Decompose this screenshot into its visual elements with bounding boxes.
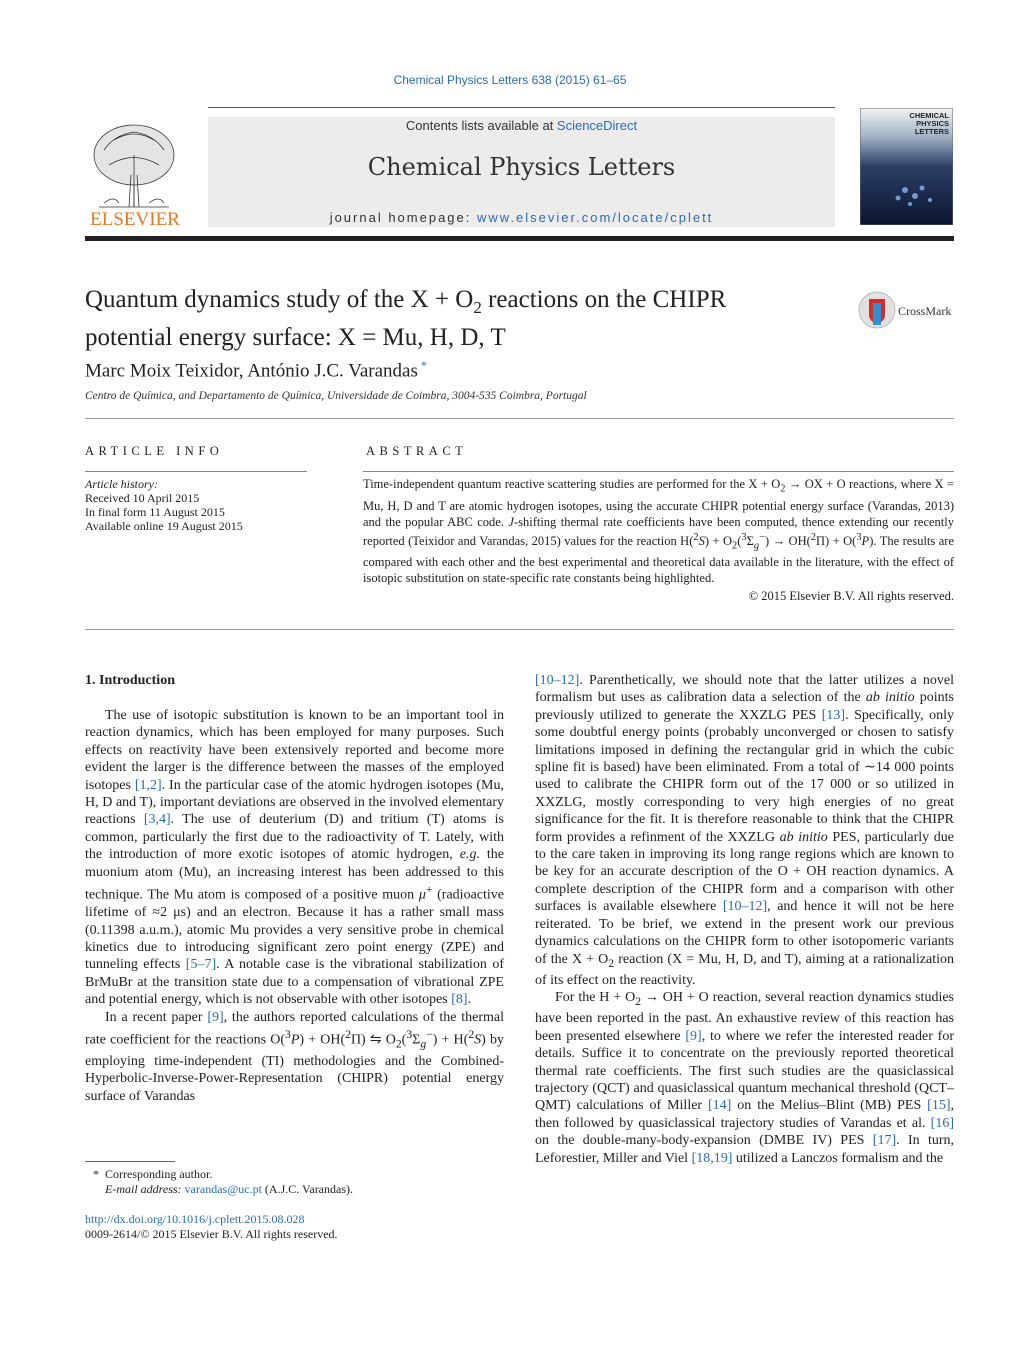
- email-suffix: (A.J.C. Varandas).: [261, 1182, 354, 1196]
- article-history: [85, 477, 243, 533]
- section-heading-introduction: 1. Introduction: [85, 673, 175, 688]
- footnote: [85, 1167, 353, 1197]
- homepage-link[interactable]: www.elsevier.com/locate/cplett: [477, 210, 714, 225]
- email-label: E-mail address:: [105, 1182, 185, 1196]
- journal-cover-thumbnail[interactable]: [860, 108, 953, 225]
- crossmark-badge[interactable]: [858, 291, 958, 331]
- abstract-bottom-rule: [85, 629, 954, 630]
- paragraph: In a recent paper [9], the authors reported calculations of the thermal rate coefficient for the reactions O($^3$P) + OH($^2$Π) ⇋ $O_2(^3\Sigma_g^-) + H(^2S)$ by employing time-independent (TI) methodologies and the Combined-Hyperbolic-Inverse-Power-Representation (CHIPR) potential energy surface of Varandas: [85, 1009, 504, 1104]
- header-top-rule: [208, 107, 835, 108]
- body-column-right: [535, 672, 954, 1167]
- corresponding-text: Corresponding author.: [105, 1167, 213, 1181]
- publisher-logo-text: ELSEVIER: [90, 209, 180, 230]
- received-date: Received 10 April 2015: [85, 491, 200, 505]
- elsevier-tree-icon: [84, 115, 186, 230]
- sciencedirect-link[interactable]: ScienceDirect: [556, 118, 638, 133]
- email-link[interactable]: varandas@uc.pt: [184, 1182, 262, 1196]
- journal-reference[interactable]: Chemical Physics Letters 638 (2015) 61–65: [393, 73, 627, 87]
- affiliation: Centro de Química, and Departamento de Química, Universidade de Coimbra, 3004-535 Coimbra, Portugal: [85, 390, 587, 402]
- paragraph: [10–12]. Parenthetically, we should note that the latter utilizes a novel formalism but uses as calibration data a selection of the ab initio points previously utilized to generate the XXZLG PES [13]. Specifically, only some doubtful energy points (probably unconverged or chosen to satisfy limitations imposed in defining the rectangular grid in which the cubic spline fit is based) have been eliminated. From a total of ∼14 000 points used to calibrate the CHIPR form out of the 17 000 or so utilized in XXZLG, mostly corresponding to very high energies of no great significance for the fit. It is therefore reasonable to think that the CHIPR form provides a refinment of the XXZLG ab initio PES, particularly due to the care taken in improving its long range regions which are known to be key for an accurate description of the O + OH reaction dynamics. A complete description of the CHIPR form and a comparison with other surfaces is available elsewhere [10–12], and hence it will not be here reiterated. To be brief, we extend in the present work our previous dynamics calculations on the CHIPR form to other isotopomeric variants of the $X + O_2$ reaction (X = Mu, H, D, and T), aiming at a rationalization of its effect on the reactivity.: [535, 673, 954, 988]
- abstract-rule: [363, 471, 954, 472]
- abstract-text: Time-independent quantum reactive scattering studies are performed for the $X + O_2$ → OX + O reactions, where X = Mu, H, D and T are atomic hydrogen isotopes, using the accurate CHIPR potential energy surface (Varandas, 2013) and the popular ABC code. J-shifting thermal rate coefficients have been computed, thence extending our recently reported (Teixidor and Varandas, 2015) values for the reaction $H(^2S) + O_2(^3\Sigma_g^-) \to OH(^2\Pi) + O(^3P)$. The results are compared with each other and the best experimental and theoretical data available in the literature, with the effect of isotopic substitution on state-specific rate constants being highlighted.: [363, 477, 954, 586]
- body-column-left: [85, 707, 504, 1105]
- corresponding-author-mark[interactable]: *: [420, 358, 427, 372]
- journal-name: Chemical Physics Letters: [367, 153, 676, 181]
- crossmark-icon: [858, 291, 958, 331]
- footnote-rule: [85, 1161, 175, 1162]
- corresponding-author-note: [85, 1167, 353, 1182]
- journal-cover-image: [860, 108, 953, 225]
- cover-title: CHEMICAL PHYSICS LETTERS: [909, 112, 949, 136]
- authors-text: Marc Moix Teixidor, António J.C. Varandas: [85, 360, 418, 382]
- copyright-notice: © 2015 Elsevier B.V. All rights reserved.: [748, 589, 954, 603]
- author-list: [85, 358, 427, 382]
- title-bottom-rule: [85, 418, 954, 419]
- contents-line: [208, 118, 835, 133]
- crossmark-label: CrossMark: [898, 304, 952, 318]
- article-info-rule: [85, 471, 307, 472]
- homepage-prefix: journal homepage:: [329, 210, 477, 225]
- header-bottom-rule: [85, 236, 954, 241]
- elsevier-logo[interactable]: [84, 115, 186, 230]
- email-note: [85, 1182, 353, 1197]
- homepage-line: [208, 210, 835, 225]
- journal-banner: [208, 117, 835, 227]
- abstract-heading: ABSTRACT: [366, 444, 468, 458]
- contents-prefix: Contents lists available at: [405, 118, 557, 133]
- doi-block: [85, 1212, 338, 1242]
- doi-link[interactable]: http://dx.doi.org/10.1016/j.cplett.2015.08.028: [85, 1212, 305, 1226]
- history-label: Article history:: [85, 477, 158, 491]
- title-part-1: Quantum dynamics study of the X + O: [85, 286, 474, 313]
- paragraph: For the $H + O_2$ → OH + O reaction, several reaction dynamics studies have been reported in the past. An exhaustive review of this reaction has been presented elsewhere [9], to where we refer the interested reader for details. Suffice it to concentrate on the previously reported theoretical thermal rate coefficients. The first such studies are the quasiclassical trajectory (QCT) and quasiclassical quantum mechanical threshold (QCT–QMT) calculations of Miller [14] on the Melius–Blint (MB) PES [15], then followed by quasiclassical trajectory studies of Varandas et al. [16] on the double-many-body-expansion (DMBE IV) PES [17]. In turn, Leforestier, Miller and Viel [18,19] utilized a Lanczos formalism and the: [535, 990, 955, 1166]
- title-part-2: reactions on the CHIPR: [481, 286, 727, 313]
- title-line-2: potential energy surface: X = Mu, H, D, T: [85, 324, 506, 351]
- paragraph: The use of isotopic substitution is known to be an important tool in reaction dynamics, which has been employed for many purposes. Such effects on reactivity have been extensively reported and become more evident the larger is the difference between the masses of the employed isotopes [1,2]. In the particular case of the atomic hydrogen isotopes (Mu, H, D and T), important deviations are observed in the involved elementary reactions [3,4]. The use of deuterium (D) and tritium (T) atoms is common, particularly the first due to the radioactivity of T. Lately, with the introduction of more exotic isotopes of atomic hydrogen, e.g. the muonium atom (Mu), an increasing interest has been addressed to this technique. The Mu atom is composed of a positive muon μ+ (radioactive lifetime of ≈2 μs) and an electron. Because it has a rather small mass (0.11398 a.u.m.), atomic Mu provides a very sensitive probe in chemical kinetics due to introducing significant zero point energy (ZPE) and tunneling effects [5–7]. A notable case is the vibrational stabilization of BrMuBr at the transition state due to a compensation of vibrational ZPE and potential energy, which is not observable with other isotopes [8].: [85, 708, 505, 1008]
- article-title: [85, 285, 805, 353]
- article-info-heading: ARTICLE INFO: [85, 444, 224, 458]
- title-subscript: 2: [473, 298, 482, 317]
- final-form-date: In final form 11 August 2015: [85, 505, 225, 519]
- online-date: Available online 19 August 2015: [85, 519, 243, 533]
- footnote-mark: *: [93, 1167, 99, 1181]
- issn-line: 0009-2614/© 2015 Elsevier B.V. All rights reserved.: [85, 1227, 338, 1241]
